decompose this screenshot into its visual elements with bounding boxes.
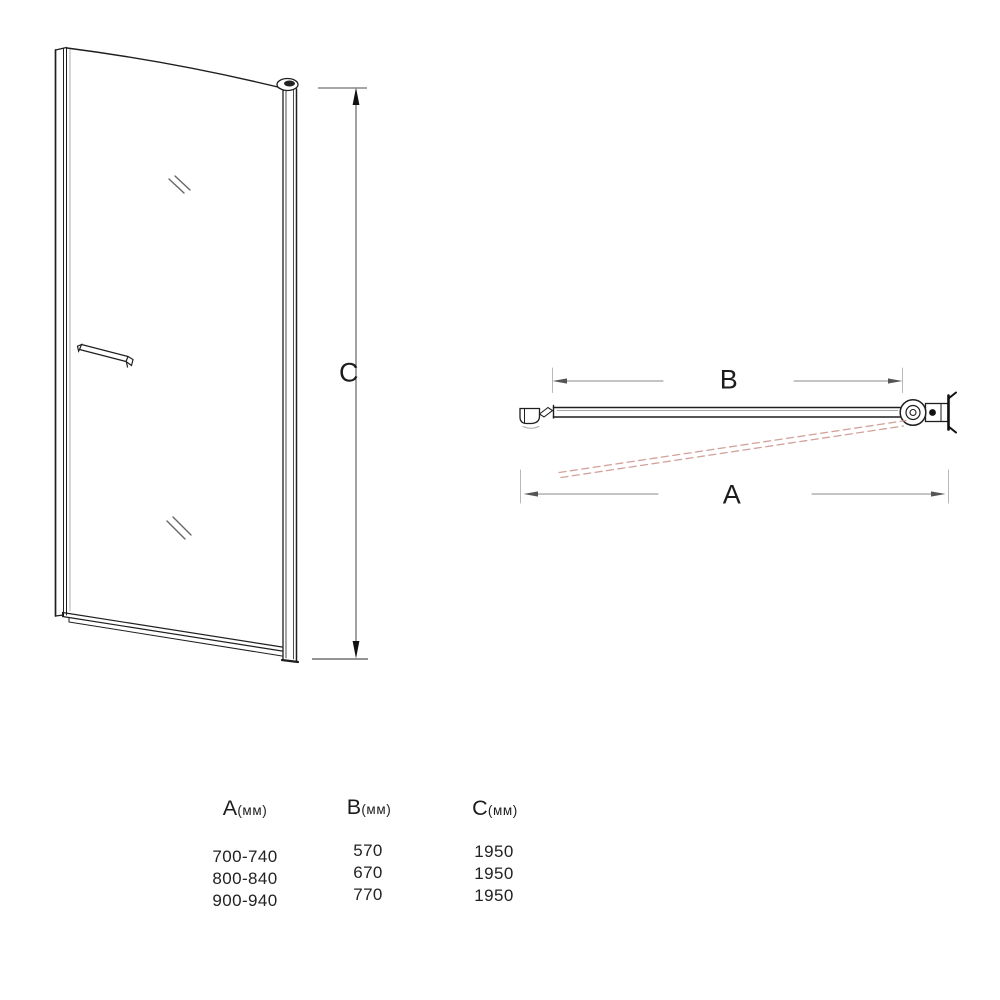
table-header-c-letter: C — [472, 796, 488, 820]
table-cell: 800-840 — [212, 869, 278, 888]
left-wall-profile — [56, 48, 71, 617]
dimension-a-label: A — [722, 479, 742, 510]
table-header-b-unit: (мм) — [361, 802, 392, 817]
table-header-b — [347, 795, 392, 820]
bottom-rail — [63, 613, 283, 657]
table-cell: 1950 — [474, 842, 514, 861]
pivot-hinge — [900, 393, 956, 433]
door-front-view — [56, 48, 299, 663]
glass-top-edge — [67, 48, 282, 88]
table-cell: 1950 — [474, 864, 514, 883]
swing-path-dashed — [559, 421, 906, 478]
dimension-b-label: B — [719, 364, 739, 395]
table-column-c — [474, 841, 513, 907]
table-header-b-letter: B — [346, 795, 362, 819]
glass-reflection-marks — [167, 176, 191, 539]
wall-profile-plan — [949, 393, 957, 433]
table-header-a — [223, 796, 268, 821]
table-header-a-unit: (мм) — [237, 803, 268, 818]
table-header-c — [472, 796, 518, 821]
table-cell: 670 — [353, 863, 383, 882]
door-handle — [78, 345, 134, 368]
table-header-c-unit: (мм) — [487, 803, 518, 818]
dimension-c-label: C — [339, 357, 359, 388]
table-column-a — [212, 846, 277, 912]
table-header-a-letter: A — [222, 796, 238, 820]
table-cell: 570 — [353, 841, 383, 860]
table-cell: 770 — [353, 885, 383, 904]
handle-plan — [520, 408, 553, 429]
table-cell: 700-740 — [212, 847, 278, 866]
table-cell: 900-940 — [212, 891, 278, 910]
table-column-b — [353, 840, 383, 906]
table-cell: 1950 — [474, 886, 514, 905]
door-slab-plan — [554, 406, 901, 419]
right-hinge-profile — [277, 79, 298, 663]
